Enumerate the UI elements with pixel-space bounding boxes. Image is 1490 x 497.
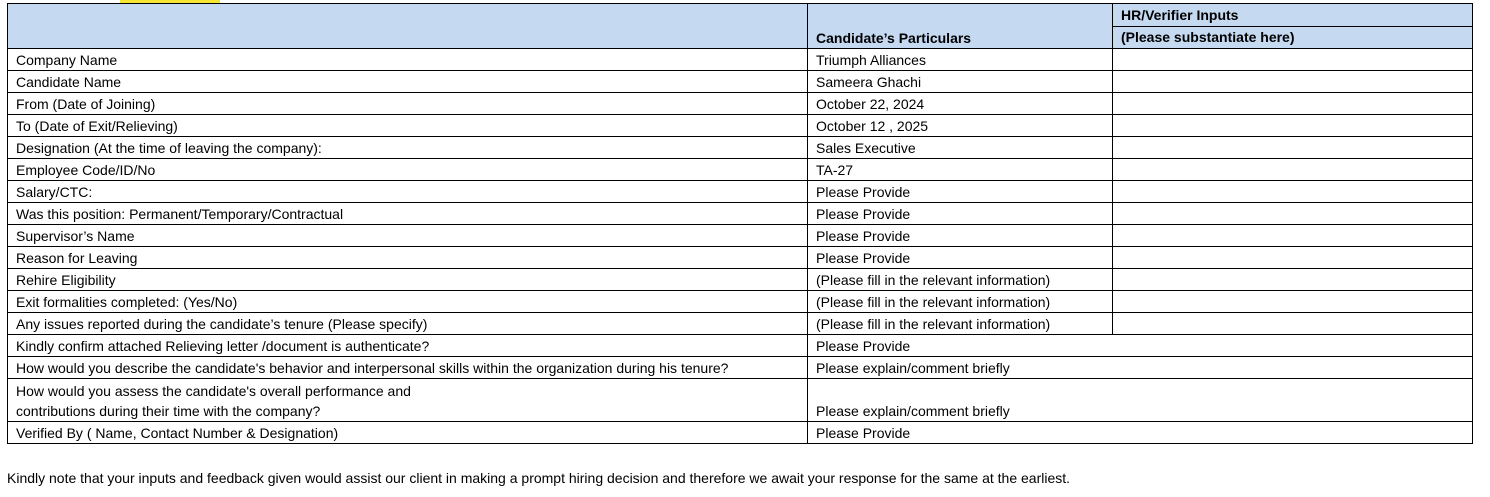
row-verifier-input[interactable] <box>1113 203 1473 225</box>
table-header <box>8 4 1473 49</box>
row-label <box>8 379 808 422</box>
row-verifier-input[interactable] <box>1113 291 1473 313</box>
row-verifier-input[interactable] <box>1113 93 1473 115</box>
verification-table <box>7 3 1473 444</box>
row-verifier-input[interactable] <box>1113 181 1473 203</box>
row-label: Designation (At the time of leaving the company): <box>8 137 808 159</box>
table-row <box>8 335 1473 357</box>
row-label: Employee Code/ID/No <box>8 159 808 181</box>
table-row <box>8 137 1473 159</box>
row-label: From (Date of Joining) <box>8 93 808 115</box>
table-row <box>8 291 1473 313</box>
row-label: How would you describe the candidate's behavior and interpersonal skills within the organization during his tenure? <box>8 357 808 379</box>
row-verifier-input[interactable] <box>1113 137 1473 159</box>
table-row <box>8 422 1473 444</box>
table-row <box>8 269 1473 291</box>
row-value[interactable]: (Please fill in the relevant information) <box>808 269 1113 291</box>
row-label: Verified By ( Name, Contact Number & Designation) <box>8 422 808 444</box>
table-row <box>8 49 1473 71</box>
row-label: Any issues reported during the candidate’s tenure (Please specify) <box>8 313 808 335</box>
table-row <box>8 203 1473 225</box>
row-label: Exit formalities completed: (Yes/No) <box>8 291 808 313</box>
row-value[interactable]: Please Provide <box>808 203 1113 225</box>
row-label-line: How would you assess the candidate's overall performance and <box>16 383 411 399</box>
table-row <box>8 379 1473 422</box>
row-verifier-input[interactable] <box>1113 159 1473 181</box>
row-value[interactable]: Please explain/comment briefly <box>808 379 1473 422</box>
header-hr-verifier-inputs <box>1113 4 1473 49</box>
row-label-line: contributions during their time with the company? <box>16 403 321 419</box>
row-verifier-input[interactable] <box>1113 269 1473 291</box>
row-label: Supervisor’s Name <box>8 225 808 247</box>
table-row <box>8 71 1473 93</box>
table-row <box>8 93 1473 115</box>
row-value[interactable]: Triumph Alliances <box>808 49 1113 71</box>
row-value[interactable]: Please Provide <box>808 422 1473 444</box>
row-value[interactable]: Please Provide <box>808 225 1113 247</box>
row-value[interactable]: October 12 , 2025 <box>808 115 1113 137</box>
table-row <box>8 247 1473 269</box>
header-hr-subtitle: (Please substantiate here) <box>1121 29 1295 45</box>
row-label: Was this position: Permanent/Temporary/Contractual <box>8 203 808 225</box>
row-value[interactable]: Please Provide <box>808 335 1473 357</box>
row-label: Salary/CTC: <box>8 181 808 203</box>
row-label: Company Name <box>8 49 808 71</box>
table-row <box>8 225 1473 247</box>
row-value[interactable]: (Please fill in the relevant information) <box>808 313 1113 335</box>
table-row <box>8 115 1473 137</box>
row-value[interactable]: October 22, 2024 <box>808 93 1113 115</box>
row-label: Reason for Leaving <box>8 247 808 269</box>
row-verifier-input[interactable] <box>1113 313 1473 335</box>
row-label: To (Date of Exit/Relieving) <box>8 115 808 137</box>
row-verifier-input[interactable] <box>1113 225 1473 247</box>
row-value[interactable]: Please Provide <box>808 181 1113 203</box>
row-value[interactable]: Sales Executive <box>808 137 1113 159</box>
footer-note: Kindly note that your inputs and feedback given would assist our client in making a prompt hiring decision and therefore we await your response for the same at the earliest. <box>7 470 1071 486</box>
header-blank-cell <box>8 4 808 49</box>
row-verifier-input[interactable] <box>1113 49 1473 71</box>
row-verifier-input[interactable] <box>1113 247 1473 269</box>
row-value[interactable]: Sameera Ghachi <box>808 71 1113 93</box>
row-value[interactable]: Please explain/comment briefly <box>808 357 1473 379</box>
table-row <box>8 313 1473 335</box>
row-label: Kindly confirm attached Relieving letter /document is authenticate? <box>8 335 808 357</box>
table-row <box>8 357 1473 379</box>
row-verifier-input[interactable] <box>1113 115 1473 137</box>
row-value[interactable]: Please Provide <box>808 247 1113 269</box>
row-label: Rehire Eligibility <box>8 269 808 291</box>
row-verifier-input[interactable] <box>1113 71 1473 93</box>
table-row <box>8 181 1473 203</box>
table-row <box>8 159 1473 181</box>
row-label: Candidate Name <box>8 71 808 93</box>
header-hr-title: HR/Verifier Inputs <box>1113 4 1472 27</box>
row-value[interactable]: (Please fill in the relevant information) <box>808 291 1113 313</box>
row-value[interactable]: TA-27 <box>808 159 1113 181</box>
header-candidate-particulars: Candidate’s Particulars <box>808 4 1113 49</box>
